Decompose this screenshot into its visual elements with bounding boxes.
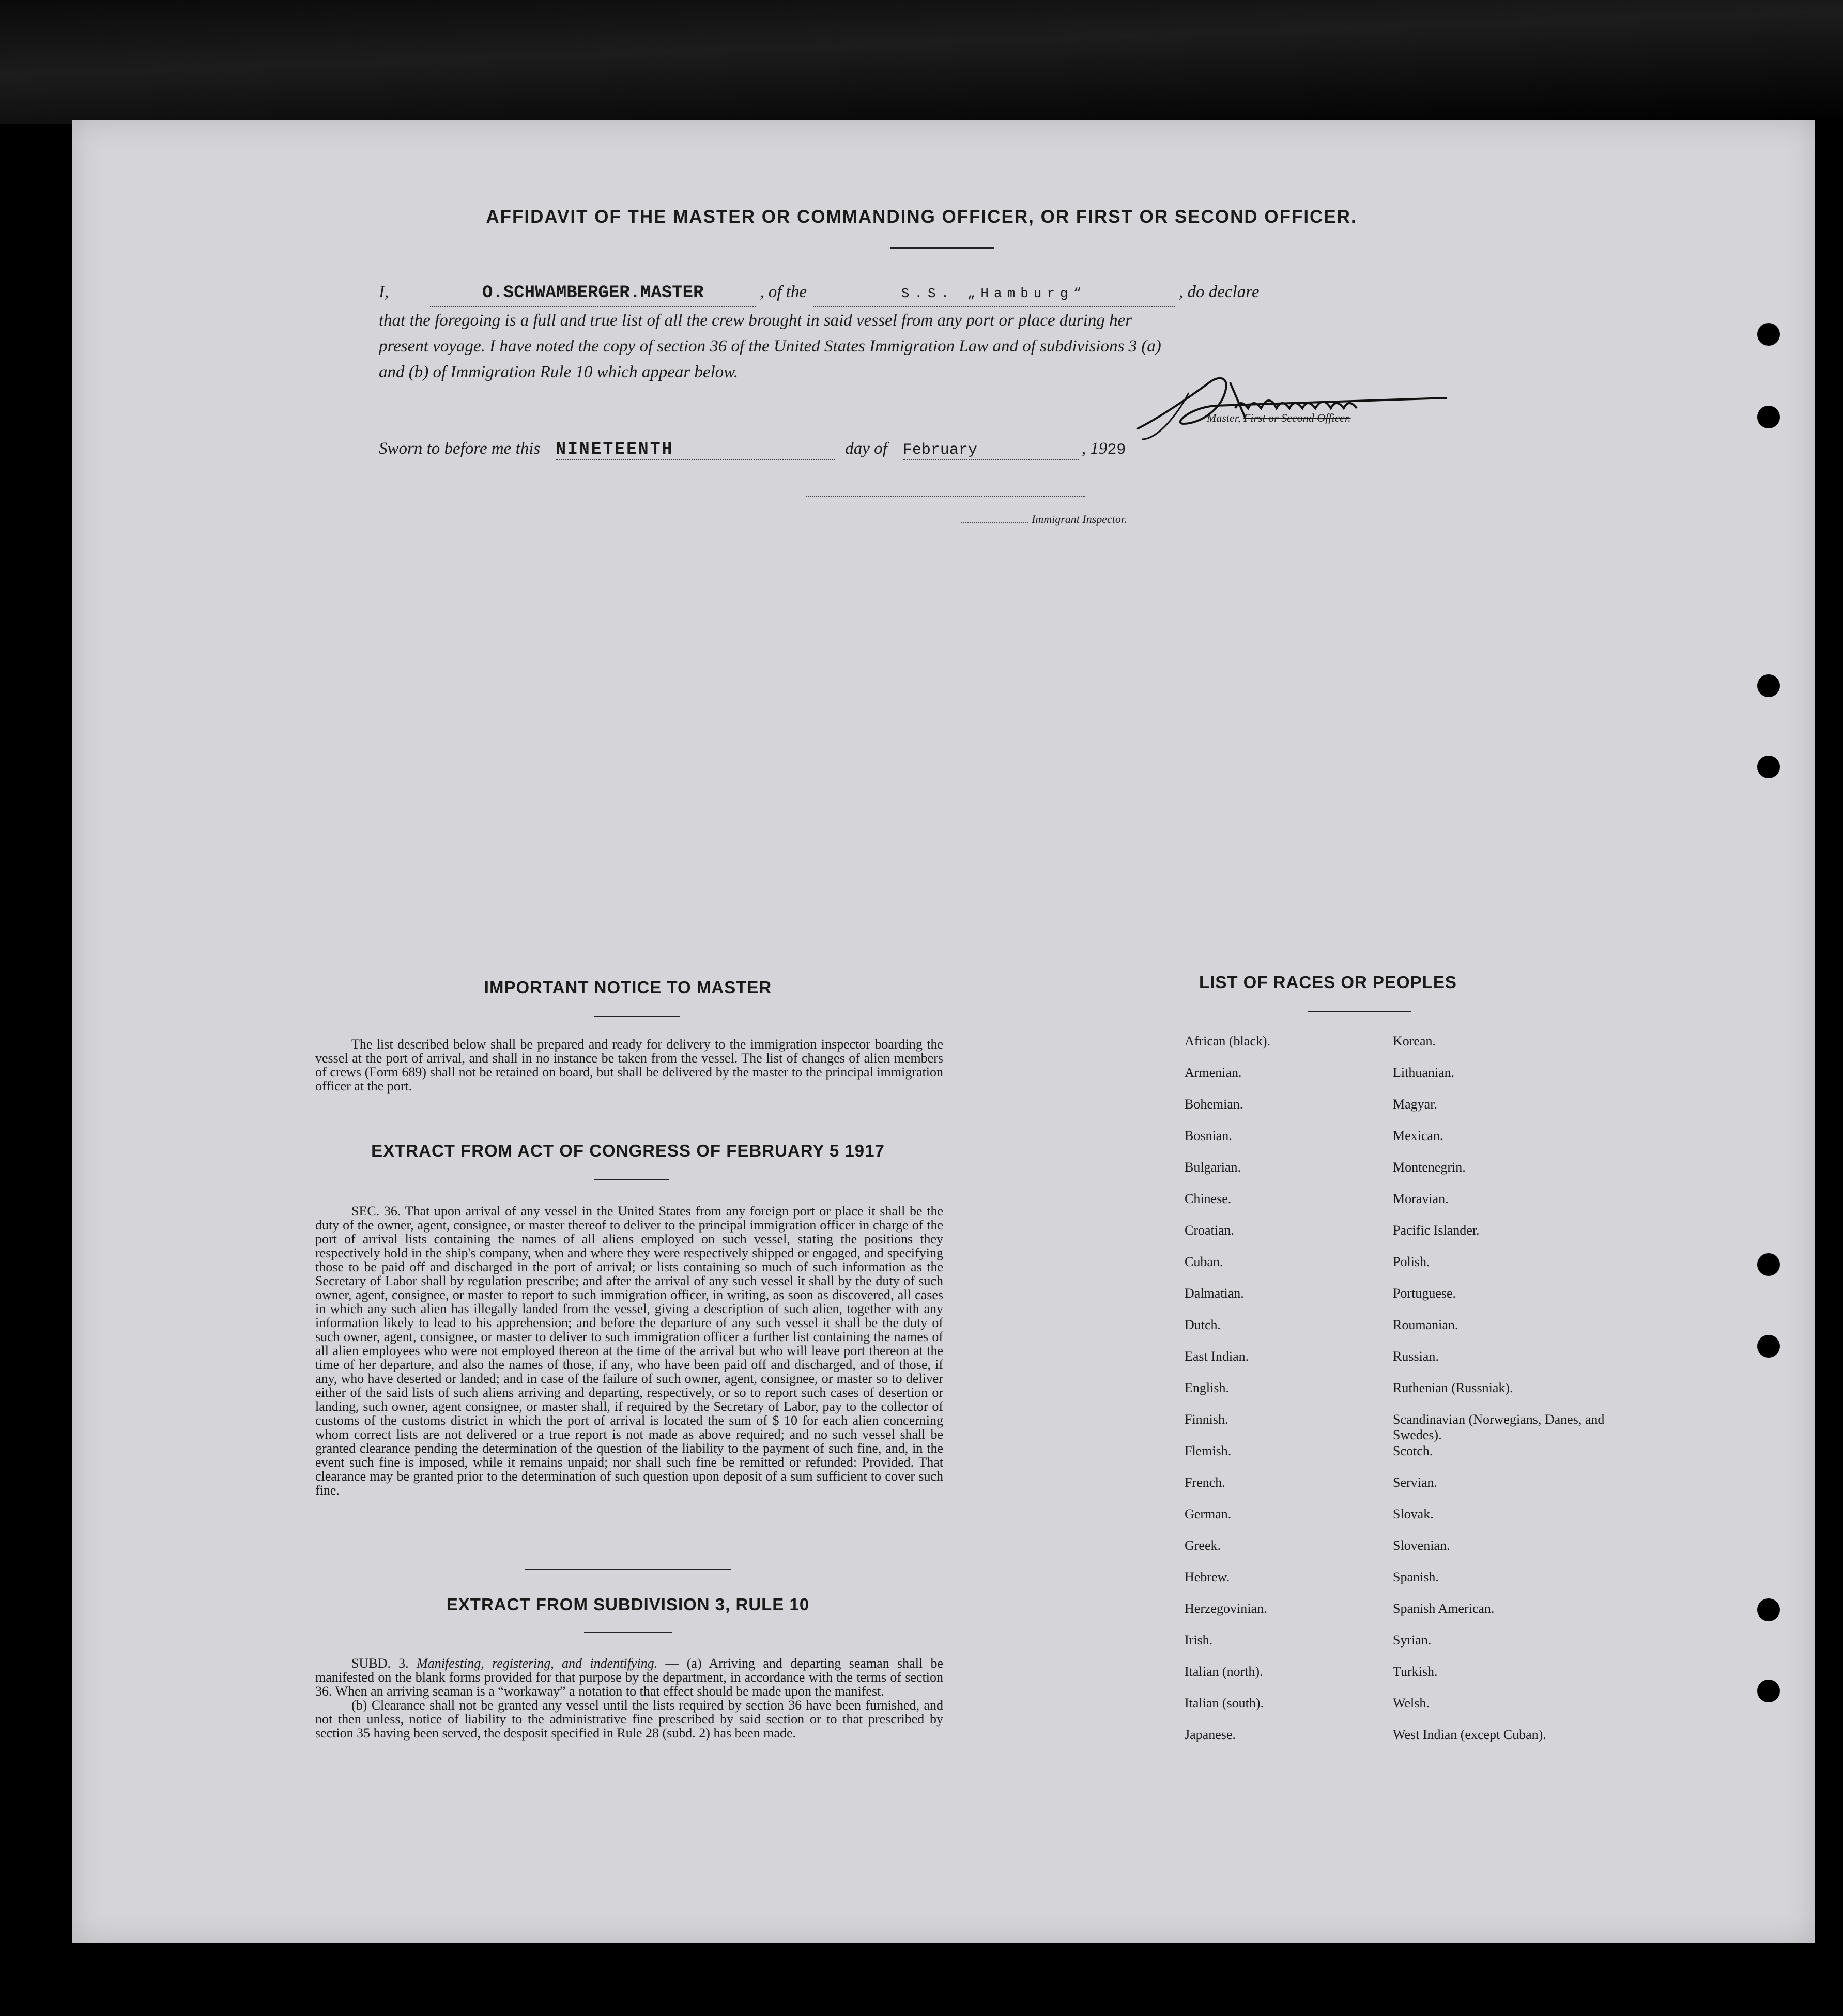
race-item: Magyar.	[1393, 1097, 1437, 1112]
punch-hole	[1757, 406, 1780, 428]
vessel-name: S.S. „Hamburg“	[813, 281, 1175, 307]
race-item: Flemish.	[1185, 1443, 1232, 1458]
inspector-label-row	[961, 513, 1127, 526]
notice-text: The list described below shall be prepared and ready for delivery to the immigration inspector boarding the vessel at the port of arrival, and shall in no instance be taken from the vessel. The list of changes of alien members of crews (Form 689) shall not be retained on board, but shall be delivered by the master to the principal immigration officer at the port.	[315, 1037, 943, 1094]
race-item: English.	[1185, 1380, 1229, 1395]
punch-hole	[1757, 1598, 1780, 1621]
race-item: Croatian.	[1185, 1223, 1235, 1238]
races-title: LIST OF RACES OR PEOPLES	[1199, 973, 1457, 992]
race-item: Spanish.	[1393, 1569, 1439, 1584]
master-signature	[1127, 362, 1488, 444]
race-item: Greek.	[1185, 1538, 1221, 1553]
race-item: Turkish.	[1393, 1664, 1438, 1679]
act-text: SEC. 36. That upon arrival of any vessel in the United States from any foreign port or place it shall be the duty of the owner, agent, consignee, or master thereof to deliver to the principal immigration officer in charge of the port of arrival lists containing the names of all aliens employed on such vessel, stating the positions they respectively hold in the ship's company, when and where they were respectively shipped or engaged, and specifying those to be paid off and discharged in the port of arrival; or lists containing so much of such information as the Secretary of Labor shall by regulation prescribe; and after the arrival of any such vessel it shall by the duty of such owner, agent, consignee, or master to report to such immigration officer, in writing, as soon as discovered, all cases in which any such alien has illegally landed from the vessel, giving a description of such alien, together with any information likely to lead to his apprehension; and before the departure of any such vessel it shall be the duty of such owner, agent, consignee, or master to deliver to such immigration officer a further list containing the names of all alien employees who were not employed thereon at the time of the arrival but who will leave port thereon at the time of her departure, and also the names of those, if any, who have been paid off and discharged, and of those, if any, who have deserted or landed; and in case of the failure of such owner, agent, consignee, or master so to deliver either of the said lists of such aliens arriving and departing, respectively, or so to report such cases of desertion or landing, such owner, agent consignee, or master shall, if required by the Secretary of Labor, pay to the collector of customs of the customs district in which the port of arrival is located the sum of $ 10 for each alien concerning whom correct lists are not delivered or a true report is not made as above required; and no such vessel shall be granted clearance pending the determination of the question of the liability to the payment of such fine, and, in the event such fine is imposed, while it remains unpaid; nor shall such fine be remitted or refunded: Provided. That clearance may be granted prior to the determination of such question upon deposit of a sum sufficient to cover such fine.	[315, 1204, 943, 1498]
race-item: Russian.	[1393, 1349, 1439, 1364]
subd-heading: Manifesting, registering, and indentifying.	[417, 1656, 658, 1671]
race-item: Montenegrin.	[1393, 1160, 1466, 1175]
rule-text	[315, 1656, 943, 1740]
punch-hole	[1757, 756, 1780, 778]
affidavit-line-1	[379, 279, 1433, 307]
race-item: Italian (north).	[1185, 1664, 1263, 1679]
race-item: Japanese.	[1185, 1727, 1236, 1742]
races-divider	[1308, 1011, 1411, 1012]
race-item: Roumanian.	[1393, 1317, 1458, 1332]
sworn-year: 29	[1107, 441, 1126, 459]
race-item: Spanish American.	[1393, 1601, 1495, 1616]
race-item: Servian.	[1393, 1475, 1437, 1490]
race-item: Ruthenian (Russniak).	[1393, 1380, 1513, 1395]
race-item: African (black).	[1185, 1034, 1271, 1049]
race-item: Slovak.	[1393, 1506, 1434, 1521]
affidavit-title: AFFIDAVIT OF THE MASTER OR COMMANDING OFFICER, OR FIRST OR SECOND OFFICER.	[486, 207, 1357, 227]
affidavit-line-2: that the foregoing is a full and true list of all the crew brought in said vessel from any port or place during her	[379, 311, 1132, 330]
race-item: Bosnian.	[1185, 1128, 1232, 1143]
race-item: Syrian.	[1393, 1633, 1432, 1648]
race-item: Pacific Islander.	[1393, 1223, 1480, 1238]
of-the-label: , of the	[760, 283, 807, 301]
race-item: Polish.	[1393, 1254, 1430, 1269]
subd-label: SUBD. 3.	[351, 1656, 409, 1671]
race-item: Lithuanian.	[1393, 1065, 1455, 1080]
race-item: West Indian (except Cuban).	[1393, 1727, 1546, 1742]
race-item: Slovenian.	[1393, 1538, 1450, 1553]
race-item: Scotch.	[1393, 1443, 1433, 1458]
race-item: Dalmatian.	[1185, 1286, 1244, 1301]
master-name: O.SCHWAMBERGER.MASTER	[430, 280, 756, 307]
punch-hole	[1757, 1680, 1780, 1702]
race-item: Chinese.	[1185, 1191, 1232, 1206]
inspector-signature-line	[806, 496, 1085, 497]
race-item: Armenian.	[1185, 1065, 1242, 1080]
day-of-label: day of	[845, 439, 887, 458]
race-item: Moravian.	[1393, 1191, 1449, 1206]
races-column-1	[1185, 1034, 1371, 1759]
sworn-line	[379, 439, 1126, 460]
race-item: Bohemian.	[1185, 1097, 1243, 1112]
signature-label-struck: First or Second Officer.	[1243, 411, 1351, 424]
sworn-prefix: Sworn to before me this	[379, 439, 541, 458]
signature-label-master: Master,	[1207, 411, 1241, 424]
punch-hole	[1757, 323, 1780, 346]
race-item: Korean.	[1393, 1034, 1436, 1049]
i-label: I,	[379, 283, 389, 301]
race-item: Cuban.	[1185, 1254, 1223, 1269]
race-item: French.	[1185, 1475, 1225, 1490]
notice-divider	[594, 1016, 680, 1017]
act-divider	[594, 1179, 669, 1180]
punch-hole	[1757, 674, 1780, 697]
race-item: German.	[1185, 1506, 1232, 1521]
affidavit-line-4: and (b) of Immigration Rule 10 which appear below.	[379, 363, 739, 381]
title-divider	[890, 247, 994, 249]
subd-para-b: (b) Clearance shall not be granted any vessel until the lists required by section 36 have been furnished, and not then unless, notice of liability to the administrative fine prescribed by said section or to that prescribed by section 35 having been served, the desposit specified in Rule 28 (subd. 2) has been made.	[315, 1698, 943, 1741]
punch-hole	[1757, 1335, 1780, 1358]
race-item: Hebrew.	[1185, 1569, 1230, 1584]
affidavit-line-3: present voyage. I have noted the copy of section 36 of the United States Immigration Law and of subdivisions 3 (a)	[379, 337, 1161, 356]
act-end-divider	[525, 1569, 731, 1570]
year-prefix: , 19	[1081, 439, 1108, 458]
race-item: Welsh.	[1393, 1696, 1430, 1711]
race-item: Irish.	[1185, 1633, 1213, 1648]
race-item: Bulgarian.	[1185, 1160, 1241, 1175]
rule-divider	[584, 1632, 672, 1633]
sworn-month: February	[903, 441, 1079, 460]
races-column-2	[1393, 1034, 1610, 1759]
scan-background	[0, 0, 1843, 124]
act-title: EXTRACT FROM ACT OF CONGRESS OF FEBRUARY 5 1917	[371, 1141, 885, 1160]
race-item: Italian (south).	[1185, 1696, 1264, 1711]
sworn-day: NINETEENTH	[556, 440, 835, 460]
race-item: Herzegovinian.	[1185, 1601, 1267, 1616]
subd-para-a: — (a) Arriving and departing seaman shall be manifested on the blank forms provided for that purpose by the department, in accordance with the terms of section 36. When an arriving seaman is a “workaway” a notation to that effect should be made upon the manifest.	[315, 1656, 944, 1699]
punch-hole	[1757, 1253, 1780, 1276]
signature-label	[1207, 411, 1351, 425]
rule-title: EXTRACT FROM SUBDIVISION 3, RULE 10	[446, 1595, 810, 1614]
race-item: Finnish.	[1185, 1412, 1228, 1427]
race-item: Dutch.	[1185, 1317, 1221, 1332]
inspector-dots	[961, 522, 1028, 523]
notice-title: IMPORTANT NOTICE TO MASTER	[484, 978, 772, 997]
race-item: Portuguese.	[1393, 1286, 1456, 1301]
do-declare-label: , do declare	[1178, 283, 1260, 301]
race-item: Mexican.	[1393, 1128, 1443, 1143]
inspector-label: Immigrant Inspector.	[1032, 513, 1127, 526]
race-item: East Indian.	[1185, 1349, 1249, 1364]
race-item: Scandinavian (Norwegians, Danes, and Swedes).	[1393, 1412, 1605, 1442]
